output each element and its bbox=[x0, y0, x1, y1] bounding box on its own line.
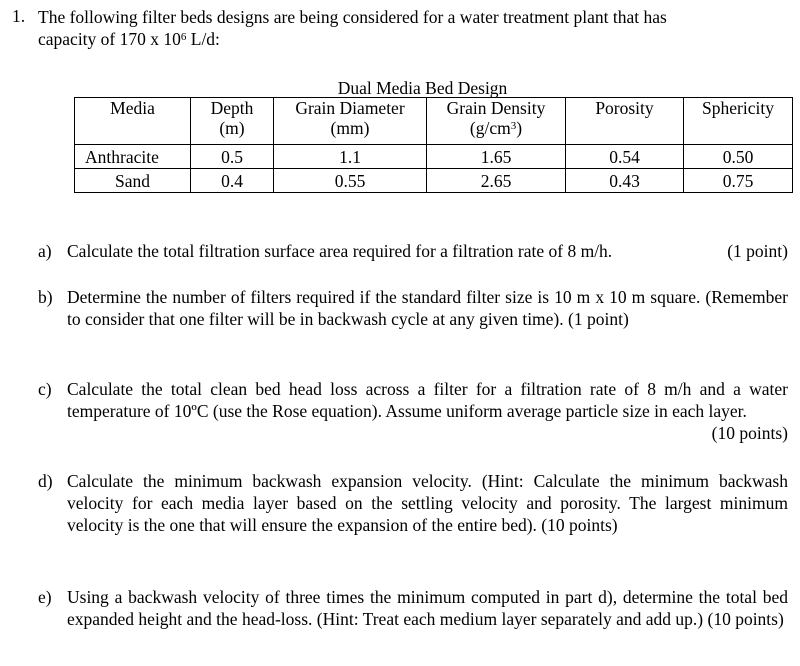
header-depth-label: Depth bbox=[210, 98, 254, 118]
part-d bbox=[38, 470, 788, 536]
header-depth-unit: (m) bbox=[219, 118, 245, 138]
part-a-text: Calculate the total filtration surface area required for a filtration rate of 8 m/h. bbox=[67, 241, 613, 261]
part-b-text: Determine the number of filters required if the standard filter size is 10 m x 10 m square. (Remember to consider that one filter will be in backwash cycle at any given time). (1 point) bbox=[67, 287, 788, 329]
cell-sphericity: 0.75 bbox=[684, 169, 793, 193]
question-number: 1. bbox=[12, 6, 26, 26]
header-grain-diameter-label: Grain Diameter bbox=[295, 98, 405, 118]
intro-units: L/d: bbox=[186, 29, 220, 49]
cell-diameter: 0.55 bbox=[274, 169, 427, 193]
table-header-row bbox=[75, 98, 793, 145]
header-grain-density bbox=[427, 98, 566, 145]
header-depth bbox=[191, 98, 274, 145]
table-row bbox=[75, 145, 793, 169]
cell-sphericity: 0.50 bbox=[684, 145, 793, 169]
cell-porosity: 0.54 bbox=[566, 145, 684, 169]
part-d-text: Calculate the minimum backwash expansion velocity. (Hint: Calculate the minimum backwash velocity for each media layer based on the settling velocity and porosity. The largest minimum velocity is the one that will ensure the expansion of the entire bed). (10 points) bbox=[67, 471, 788, 535]
intro-line-2 bbox=[38, 28, 790, 50]
part-b bbox=[38, 286, 788, 330]
density-unit-text: (g/cm bbox=[469, 118, 511, 138]
cell-media: Anthracite bbox=[75, 145, 191, 169]
cell-depth: 0.5 bbox=[191, 145, 274, 169]
header-grain-diameter-unit: (mm) bbox=[330, 118, 370, 138]
part-e bbox=[38, 586, 788, 630]
part-a-letter: a) bbox=[38, 241, 52, 261]
intro-capacity-text: capacity of 170 x 10 bbox=[38, 29, 181, 49]
part-c-text: Calculate the total clean bed head loss across a filter for a filtration rate of 8 m/h and a water temperature of 10ºC (use the Rose equation). Assume uniform average particle size in each layer. bbox=[67, 379, 788, 421]
part-c-letter: c) bbox=[38, 379, 52, 399]
density-unit-exponent: 3 bbox=[510, 120, 517, 132]
part-a-points: (1 point) bbox=[727, 241, 788, 261]
header-porosity: Porosity bbox=[566, 98, 684, 145]
cell-density: 1.65 bbox=[427, 145, 566, 169]
media-table bbox=[74, 97, 793, 193]
header-sphericity: Sphericity bbox=[684, 98, 793, 145]
table-title: Dual Media Bed Design bbox=[337, 78, 508, 98]
question-intro bbox=[38, 6, 790, 50]
header-grain-density-unit bbox=[427, 118, 565, 138]
part-c bbox=[38, 378, 788, 444]
cell-diameter: 1.1 bbox=[274, 145, 427, 169]
cell-depth: 0.4 bbox=[191, 169, 274, 193]
header-grain-diameter bbox=[274, 98, 427, 145]
intro-exponent: 6 bbox=[180, 31, 187, 43]
part-a bbox=[38, 240, 788, 262]
part-e-letter: e) bbox=[38, 587, 52, 607]
header-media: Media bbox=[75, 98, 191, 145]
part-c-points: (10 points) bbox=[711, 423, 788, 443]
header-grain-density-label: Grain Density bbox=[446, 98, 546, 118]
part-e-text: Using a backwash velocity of three times the minimum computed in part d), determine the total bed expanded height and the head-loss. (Hint: Treat each medium layer separately and add up.) (10 points) bbox=[67, 587, 788, 629]
intro-line-1: The following filter beds designs are being considered for a water treatment plant that has bbox=[38, 7, 667, 27]
cell-density: 2.65 bbox=[427, 169, 566, 193]
part-d-letter: d) bbox=[38, 471, 53, 491]
cell-media: Sand bbox=[75, 169, 191, 193]
table-row bbox=[75, 169, 793, 193]
cell-porosity: 0.43 bbox=[566, 169, 684, 193]
part-b-letter: b) bbox=[38, 287, 53, 307]
density-unit-close: ) bbox=[516, 118, 523, 138]
